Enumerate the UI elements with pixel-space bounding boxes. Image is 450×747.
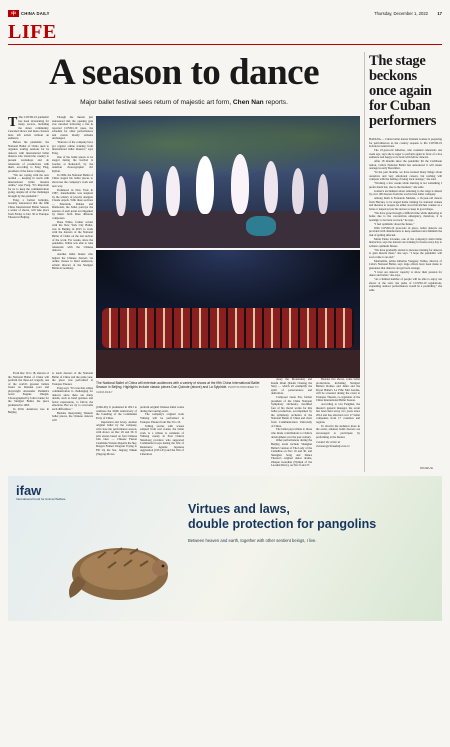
- photo-don-quixote: [96, 116, 360, 248]
- col1-p4: Feng, a former ballerina, recently announced that the fifth China International Ballet Season, a series of shows, will take place from Friday to Dec 30 at Tianqiao Theater in Beijing.: [8, 197, 49, 220]
- brand-logo-icon: 中: [11, 12, 16, 17]
- brand-logo-box: [8, 10, 19, 17]
- ad-headline: [188, 502, 438, 532]
- photo-caption: [96, 381, 266, 395]
- col8-p2: According to Liu Fengmei, the theater's general manager, the event has been held every two years since 2014 and has attracted over 17 ballet companies from 17 countries and regions.: [316, 402, 360, 424]
- dancer-figure: [141, 171, 153, 216]
- contact-line: [316, 441, 360, 448]
- stage-floor: [96, 350, 360, 378]
- col4-p2: Feng says: "It's true that online communication is challenging for dancers since there are many details, such as hand gestures and facial expressions, to follow the emotions. But we try to overcome such difficulties.": [52, 385, 93, 411]
- side-story-credit: XINHUA: [420, 466, 434, 470]
- story-column-6: [96, 406, 137, 474]
- col2-p4: In 1996, the National Ballet of China staged his ballet pieces to showcase the company's work and new way.: [52, 172, 93, 188]
- side-p4: "In the past months, we have learned many things about ourselves and very emotional careers, but nothing will compare with the feeling of being back onstage," she said.: [369, 170, 442, 182]
- deck-text: Major ballet festival sees return of majestic art form,: [80, 99, 232, 106]
- side-story-column: [369, 138, 442, 464]
- side-p12: "We have gradually started to increase training for dancers to gain muscle mass," she says. "I hope the pandemic will soon come to an end.": [369, 247, 442, 259]
- col8-p1: Besides live shows, some ballet productions, including Stuttgart Ballet's Romeo and Juliet and the Royal Ballet's La Fille Mal Gardée, will be screened during the event at Tianqiao Theater, co-organizer of the China International Ballet Season.: [316, 378, 360, 403]
- dancer-row: [102, 308, 354, 348]
- photo-la-sylphide: [96, 250, 360, 378]
- dancer-figure: [246, 216, 276, 236]
- stage-floor: [96, 211, 360, 248]
- page-number: 17: [437, 11, 442, 16]
- col1-p1: The COVID-19 pandemic has been devastating for many sectors, including the dance community. Canceled shows and mass closures have left artists without an audience.: [8, 116, 49, 141]
- col4-p3: Besides interpreting Western ballet pieces, the Chinese dancers will: [52, 410, 93, 422]
- col7-p4: Other performances during the Beijing event include Shanghai Ballet's version of The Lady of the Camellias on Nov 16 and 30, and Shanghai Song and Dance Theater's original dance drama, Zhuque Guardian (Nymph of the Luoshui River), on Nov 6 and 27.: [271, 438, 312, 468]
- story-column-4: [52, 372, 93, 472]
- col2-p7: Another ballet master who helped the Chinese dancers via online classes is Reid Anderson, artistic director of the Stuttgart Ballet in Germany.: [52, 252, 93, 271]
- story-column-7: [271, 378, 312, 474]
- caption-text: The National Ballet of China will entertain audiences with a variety of shows at the fifth China International Ballet Season in Beijing. Highlights include classic pieces Don Quixote (above) and La Sylphide.: [96, 381, 260, 390]
- contact-label: Contact the writer at: [316, 440, 341, 445]
- section-label: LIFE: [8, 21, 57, 43]
- page-header: [8, 10, 442, 18]
- col4-p1: to teach dancers of the National Ballet of China and the same year, the piece was performed at Tianqiao Theater.: [52, 372, 93, 386]
- ad-pangolin-image: [58, 524, 178, 610]
- ad-headline-line-2: double protection for pangolins: [188, 517, 377, 531]
- col5-p1: perform original Chinese ballet works during the touring event.: [140, 406, 184, 413]
- side-p5: "Working a few weeks while dancing is not something I prefer much but, true to the moment," she adds.: [369, 181, 442, 189]
- ifaw-tagline: International Fund for Animal Welfare: [16, 497, 66, 501]
- side-p14: "I trust our dancers' capacity to show their passion for dance and ballet," she says.: [369, 269, 442, 278]
- deck-end: reports.: [265, 99, 288, 106]
- story-column-2: [52, 116, 93, 368]
- side-p7: Among them is Fernando Mendez, a 16-year-old dancer from Havana, to be staged home training for national venues and theaters to reopen, he either stood his kitchen counter as a barre or leaped across his terrace to keep in good shape.: [369, 196, 442, 211]
- col6-p2: Inspiration and Glory, another original ballet by the company, will close the performance season, with shows on Dec 29 and 30. It tells stories based on four Chinese folk tales — Chinese Fusion Candidate Wuxiao Repairs the Sky, Dragon Funnel Chagwei Trying to Fill Up the Sea, Jiagong Tsikun (Yugong Moves: [96, 419, 137, 456]
- col2-p3: One of the ballet pieces to be staged during the festival is Garden at Reinsdorf, by the Austrian choreographer Jiri Kylian.: [52, 154, 93, 173]
- dancer-figure: [166, 166, 180, 216]
- story-column-8: [316, 378, 360, 474]
- side-p6: Gomez's excitement about returning to the stage is shared by over 100 dancers from the world-class ballet company.: [369, 188, 442, 197]
- side-p13: Meanwhile, prima ballerina Viengsay Valdes, director of Cuba's National Ballet, says large efforts have been made to guarantee that dancers can get back onstage.: [369, 258, 442, 270]
- story-column-5: [140, 406, 184, 474]
- caption-credit: PHOTOS PROVIDED TO CHINA DAILY: [96, 386, 259, 395]
- col5-p3: Telling stories with scenes adapted from real events, the ballet work is a tribute to residents of Yimeng county in East China's Shandong province who supported Communist troops during the War of Resistance Against Japanese Aggression (1931-45) and the War of Liberation: [140, 423, 184, 456]
- col6-p1: (1946-49). It premiered in 2021 to celebrate the 100th anniversary of the founding of the Communist Party of China.: [96, 406, 137, 420]
- col2-p6: Dane White, former soloist with the New York City Ballet, was in Beijing in 2015 to work with the dancers of the National Ballet of China on the last section of the work. For weeks, since the pandemic, White was able to take rehearsals with the Chinese dancers.: [52, 219, 93, 253]
- dancer-figure: [264, 161, 278, 213]
- side-p15: "As a limited number of people will be able to enjoy our shows at the start, the pulse of COVID-19 regulations, expanding outdoor performances would be a possibility," she adds.: [369, 277, 442, 292]
- ad-subline: Between heaven and earth, together with other sentient beings, I live.: [188, 538, 317, 543]
- col2-p1: Though the theater just announced that the opening gala was canceled following a rise in reported COVID-19 cases, the schedule for other performances and events mostly remains unchanged.: [52, 116, 93, 141]
- col-filler-rule: [188, 406, 268, 474]
- contact-email: chennan@chinadaily.com.cn: [316, 443, 350, 448]
- side-p11: Maria Elena Llorente, one of the company's main ballet instructors, says the dancers are training for hours every day to achieve optimum fitness.: [369, 236, 442, 248]
- ifaw-logo-text: ifaw: [16, 483, 42, 498]
- story-column-3: [8, 372, 49, 472]
- dancer-figure: [231, 154, 249, 214]
- side-p3: After 18 months since the pandemic hit the Caribbean nation, Cuba's National Ballet has announced it will return onstage in early December.: [369, 159, 442, 171]
- story-column-1: [8, 116, 49, 368]
- main-headline: A season to dance: [48, 52, 320, 93]
- advertisement: [8, 476, 442, 621]
- side-story-divider: [364, 52, 365, 472]
- side-p2: The 23-year-old ballerina, who resumed rehearsals one week ago, says she is eager to perform again in front of a live audience and happy to be back with fellow dancers.: [369, 148, 442, 160]
- ad-headline-line-1: Virtues and laws,: [188, 502, 290, 516]
- side-p1: HAVANA — Cuban ballet dancer Daniela Gomez is preparing for performances as the country reopens to life COVID-19 lockdown restrictions.: [369, 138, 442, 149]
- col5-p2: The company's original work Yimeng will be performed at Tianqiao Theater from Dec 8 to 10.: [140, 412, 184, 424]
- col7-p1: Away the Mountains) and Kuafu Zhuri (Kuafu Chasing the Sun) — which all exemplify the spirit of perseverance and dedication.: [271, 378, 312, 396]
- deck-author: Chen Nan: [232, 99, 264, 106]
- col8-p3: To involve the audience more in the event, amateur ballet dancers are encouraged to participate by performing at the theater.: [316, 423, 360, 439]
- dancer-figure: [318, 174, 328, 214]
- col7-p2: Composer Guan Xia, former president of the China National Symphony Orchestra, modified four of his choral works for this ballet production, accompanied by the symphony orchestra of the National Ballet of China and choir from Communication University of China.: [271, 395, 312, 428]
- header-rule: [8, 44, 442, 45]
- col7-p3: The ballet pays tribute to those who made contributions to China's development over the past century.: [271, 427, 312, 439]
- side-p10: With COVID-19 protocols in place, ballet dancers are provided with disinfectants to keep sanitized and diminish the risk of getting infected.: [369, 225, 442, 237]
- side-p8: "We have gone through a difficult time while sheltering at home due to the coronavirus emergency, therefore, it is nostalgic to be back on track," he says.: [369, 210, 442, 222]
- stage-lights: [96, 250, 360, 310]
- dateline: Thursday, December 1, 2022: [374, 11, 428, 16]
- col1-p2: Before the pandemic, the National Ballet of China used to organize touring sessions for its dancers with international ballet masters who visited the country to present workshops and do rehearsals of productions with them, according to Feng Ying, president of the dance company.: [8, 140, 49, 173]
- dancer-figure: [292, 168, 304, 214]
- dancer-figure: [196, 156, 214, 214]
- col1-p3: "We are coping with the new normal — keeping in touch with international ballet masters online," says Feng. "It's important for us to keep the communication going, despite all of the challenges brought by the pandemic.": [8, 172, 49, 198]
- ad-logo: [16, 484, 65, 501]
- col3-p2: In 2010, Anderson was in Beijing: [8, 406, 49, 415]
- drop-cap: T: [8, 116, 18, 130]
- pangolin-icon: [58, 524, 178, 610]
- col2-p5: Premiered in New York in 1987, Jeunehomme was inspired by the artistry of jewelry designer Claude Arpels. With three sections — Emeralds, Rubies and Diamonds, the ballet portrays the essence of each jewel accompanied by music from three different composers.: [52, 187, 93, 220]
- col3-p1: From Dec 10 to 18, dancers of the National Ballet of China will perform the three-act tragedy, one of the world's greatest ballets based on Russian poet and playwright Alexander Pushkin's novel Eugene Onegin. Choreographed by John Cranko for the Stuttgart Ballet, the piece premiered in 1965.: [8, 372, 49, 407]
- brand-name: CHINA DAILY: [21, 11, 50, 16]
- side-headline: The stage beckons once again for Cuban performers: [369, 53, 437, 129]
- main-deck: [8, 99, 360, 106]
- side-p9: "I feel optimistic about the future.": [374, 221, 415, 226]
- dancer-figure: [116, 176, 126, 216]
- col2-p2: "Dancers of the company have got regular online training from international ballet masters," says Feng.: [52, 140, 93, 155]
